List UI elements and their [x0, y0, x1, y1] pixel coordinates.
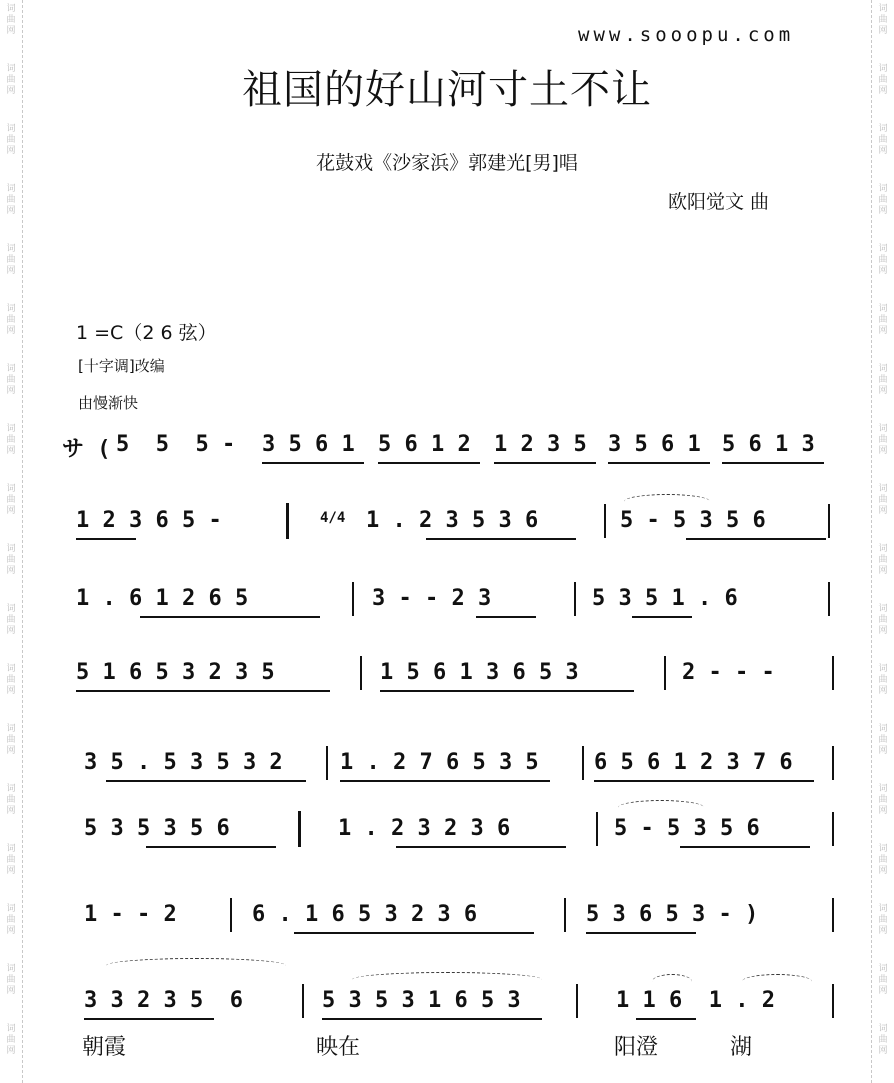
beam — [722, 462, 824, 464]
watermark-mark: 词 曲 网 — [878, 244, 888, 276]
barline — [832, 984, 834, 1018]
line-4-run-2: 1 5 6 1 3 6 5 3 — [380, 660, 579, 685]
watermark-mark: 词 曲 网 — [6, 244, 16, 276]
watermark-mark: 词 曲 网 — [6, 964, 16, 996]
beam — [396, 846, 566, 848]
beam — [146, 846, 276, 848]
watermark-mark: 词 曲 网 — [878, 1024, 888, 1056]
watermark-mark: 词 曲 网 — [878, 544, 888, 576]
watermark-mark: 词 曲 网 — [6, 784, 16, 816]
watermark-mark: 词 曲 网 — [878, 784, 888, 816]
line-7-run-2: 6 . 1 6 5 3 2 3 6 — [252, 902, 478, 927]
beam — [140, 616, 320, 618]
watermark-mark: 词 曲 网 — [6, 64, 16, 96]
line-1-run-1: 5 5 5 - — [116, 432, 236, 457]
repeat-start-barline — [286, 503, 289, 539]
line-5-run-2: 1 . 2 7 6 5 3 5 — [340, 750, 539, 775]
beam — [294, 932, 534, 934]
line-1-prefix: サ ( — [62, 437, 124, 462]
watermark-mark: 词 曲 网 — [878, 64, 888, 96]
line-2-run-1: 1 2 3 6 5 - — [76, 508, 222, 533]
song-title: 祖国的好山河寸土不让 — [242, 67, 652, 113]
watermark-mark: 词 曲 网 — [878, 304, 888, 336]
slur — [624, 494, 710, 509]
barline — [352, 582, 354, 616]
watermark-mark: 词 曲 网 — [878, 484, 888, 516]
beam — [636, 1018, 696, 1020]
beam — [76, 690, 330, 692]
beam — [494, 462, 596, 464]
line-7-run-1: 1 - - 2 — [84, 902, 177, 927]
beam — [632, 616, 692, 618]
line-5-run-1: 3 5 . 5 3 5 3 2 — [84, 750, 283, 775]
watermark-mark: 词 曲 网 — [6, 544, 16, 576]
line-8-run-1: 3 3 2 3 5 6 — [84, 988, 243, 1013]
line-3-run-3: 5 3 5 1 . 6 — [592, 586, 738, 611]
beam — [476, 616, 536, 618]
score-line-8 — [76, 988, 836, 1028]
watermark-mark: 词 曲 网 — [878, 904, 888, 936]
line-2-run-3: 1 . 2 3 5 3 6 — [366, 508, 539, 533]
watermark-mark: 词 曲 网 — [878, 424, 888, 456]
beam — [426, 538, 576, 540]
barline — [302, 984, 304, 1018]
beam — [262, 462, 364, 464]
line-3-run-1: 1 . 6 1 2 6 5 — [76, 586, 249, 611]
line-4-run-1: 5 1 6 5 3 2 3 5 — [76, 660, 275, 685]
watermark-mark: 词 曲 网 — [6, 904, 16, 936]
line-2-run-4: 5 - 5 3 5 6 — [620, 508, 766, 533]
watermark-mark: 词 曲 网 — [878, 124, 888, 156]
barline — [604, 504, 606, 538]
barline — [832, 656, 834, 690]
beam — [686, 538, 826, 540]
slur — [742, 974, 812, 989]
watermark-mark: 词 曲 网 — [878, 364, 888, 396]
line-1-run-2: 3 5 6 1 — [262, 432, 355, 457]
barline — [596, 812, 598, 846]
lyric-2: 映在 — [316, 1035, 361, 1060]
repeat-end-barline — [298, 811, 301, 847]
watermark-mark: 词 曲 网 — [6, 604, 16, 636]
watermark-mark: 词 曲 网 — [6, 724, 16, 756]
watermark-mark: 词 曲 网 — [878, 604, 888, 636]
lyric-1: 朝霞 — [82, 1035, 127, 1060]
watermark-mark: 词 曲 网 — [878, 664, 888, 696]
line-7-run-3: 5 3 6 5 3 - ) — [586, 902, 759, 927]
watermark-mark: 词 曲 网 — [6, 184, 16, 216]
beam — [378, 462, 480, 464]
watermark-mark: 词 曲 网 — [6, 664, 16, 696]
barline — [828, 582, 830, 616]
barline — [326, 746, 328, 780]
barline — [360, 656, 362, 690]
barline — [574, 582, 576, 616]
composer-credit: 欧阳觉文 曲 — [668, 191, 770, 213]
watermark-mark: 词 曲 网 — [878, 844, 888, 876]
key-signature: 1 =C（2 6 弦） — [76, 322, 217, 344]
line-6-run-2: 1 . 2 3 2 3 6 — [338, 816, 511, 841]
line-3-run-2: 3 - - 2 3 — [372, 586, 492, 611]
beam — [106, 780, 306, 782]
slur — [106, 958, 286, 973]
line-6-run-3: 5 - 5 3 5 6 — [614, 816, 760, 841]
watermark-mark: 词 曲 网 — [878, 724, 888, 756]
line-1-run-4: 1 2 3 5 — [494, 432, 587, 457]
beam — [76, 538, 136, 540]
barline — [832, 812, 834, 846]
beam — [340, 780, 550, 782]
line-1-run-5: 3 5 6 1 — [608, 432, 701, 457]
score-line-4 — [76, 660, 836, 700]
watermark-mark: 词 曲 网 — [6, 1024, 16, 1056]
line-6-run-1: 5 3 5 3 5 6 — [84, 816, 230, 841]
beam — [680, 846, 810, 848]
slur — [352, 972, 542, 987]
barline — [230, 898, 232, 932]
barline — [832, 898, 834, 932]
score-line-2 — [76, 508, 836, 548]
beam — [380, 690, 634, 692]
watermark-mark: 词 曲 网 — [6, 844, 16, 876]
site-url: www.sooopu.com — [578, 24, 795, 46]
barline — [576, 984, 578, 1018]
slur — [618, 800, 704, 815]
beam — [594, 780, 814, 782]
score-line-6 — [76, 816, 836, 856]
slur — [652, 974, 692, 989]
song-subtitle: 花鼓戏《沙家浜》郭建光[男]唱 — [316, 152, 578, 174]
watermark-mark: 词 曲 网 — [6, 4, 16, 36]
watermark-mark: 词 曲 网 — [878, 4, 888, 36]
watermark-mark: 词 曲 网 — [6, 484, 16, 516]
line-1-run-3: 5 6 1 2 — [378, 432, 471, 457]
beam — [586, 932, 696, 934]
line-8-run-2: 5 3 5 3 1 6 5 3 — [322, 988, 521, 1013]
arrangement-note: [十字调]改编 — [78, 357, 165, 375]
score-line-3 — [76, 586, 836, 626]
watermark-mark: 词 曲 网 — [6, 124, 16, 156]
barline — [564, 898, 566, 932]
time-signature: 4/4 — [320, 510, 346, 526]
beam — [608, 462, 710, 464]
score-line-7 — [76, 902, 836, 942]
barline — [828, 504, 830, 538]
watermark-mark: 词 曲 网 — [6, 364, 16, 396]
barline — [582, 746, 584, 780]
watermark-mark: 词 曲 网 — [878, 184, 888, 216]
score-line-5 — [76, 750, 836, 790]
watermark-mark: 词 曲 网 — [6, 304, 16, 336]
lyric-3: 阳澄 — [614, 1035, 659, 1060]
lyric-4: 湖 — [730, 1035, 753, 1060]
barline — [664, 656, 666, 690]
line-5-run-3: 6 5 6 1 2 3 7 6 — [594, 750, 793, 775]
watermark-mark: 词 曲 网 — [878, 964, 888, 996]
line-1-run-6: 5 6 1 3 — [722, 432, 815, 457]
score-line-1 — [62, 432, 836, 472]
beam — [84, 1018, 214, 1020]
line-4-run-3: 2 - - - — [682, 660, 775, 685]
beam — [322, 1018, 542, 1020]
barline — [832, 746, 834, 780]
line-8-run-3: 1 1 6 1 . 2 — [616, 988, 775, 1013]
tempo-marking: 由慢渐快 — [78, 394, 139, 412]
watermark-mark: 词 曲 网 — [6, 424, 16, 456]
